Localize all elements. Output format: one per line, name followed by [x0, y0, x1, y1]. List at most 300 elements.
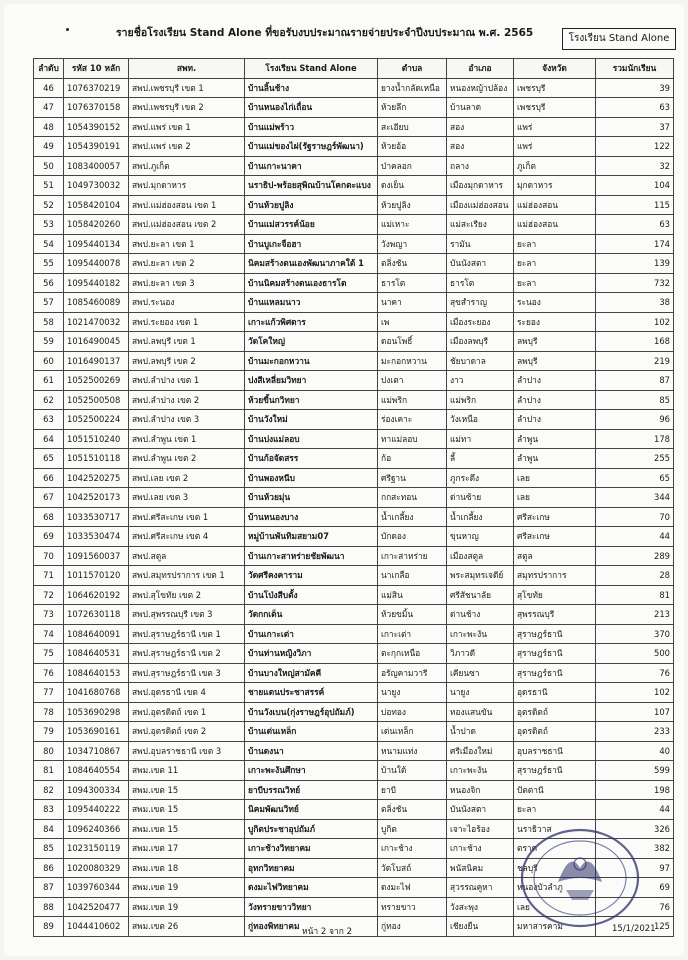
province: อุดรธานี — [514, 683, 596, 703]
subdistrict: ปงเตา — [378, 371, 447, 391]
subdistrict: ยางน้ำกลัดเหนือ — [378, 78, 447, 98]
school-code: 1011570120 — [64, 566, 129, 586]
subdistrict: ร่องเคาะ — [378, 410, 447, 430]
student-count: 255 — [596, 449, 674, 469]
province: สมุทรปราการ — [514, 566, 596, 586]
table-row — [34, 234, 674, 254]
school-code: 1064620192 — [64, 585, 129, 605]
province: อุบลราชธานี — [514, 741, 596, 761]
student-count: 370 — [596, 624, 674, 644]
district: ทองแสนขัน — [447, 702, 514, 722]
province: ลำพูน — [514, 449, 596, 469]
province: ภูเก็ต — [514, 156, 596, 176]
school-code: 1054390152 — [64, 117, 129, 137]
district: ด่านซ้าย — [447, 488, 514, 508]
district: เคียนซา — [447, 663, 514, 683]
school-name: เกาะพะงันศึกษา — [245, 761, 378, 781]
school-name: อุทกวิทยาคม — [245, 858, 378, 878]
document-title: รายชื่อโรงเรียน Stand Alone ที่ขอรับงบประมาณรายจ่ายประจำปีงบประมาณ พ.ศ. 2565 — [116, 27, 534, 39]
student-count: 115 — [596, 195, 674, 215]
school-name: บ้านวังเบน(กุ่งราษฎร์อุปถัมภ์) — [245, 702, 378, 722]
school-name: บ้านโป่งสีบตั้ง — [245, 585, 378, 605]
student-count: 81 — [596, 585, 674, 605]
school-name: หมู่บ้านพันทิมสยาม07 — [245, 527, 378, 547]
province: เพชรบุรี — [514, 98, 596, 118]
district: เชียงยืน — [447, 917, 514, 937]
district: ชัยบาดาล — [447, 351, 514, 371]
school-code: 1051510118 — [64, 449, 129, 469]
table-row — [34, 98, 674, 118]
student-count: 198 — [596, 780, 674, 800]
district: พระสมุทรเจดีย์ — [447, 566, 514, 586]
row-number: 73 — [34, 605, 64, 625]
area-office: สพป.ยะลา เขต 1 — [129, 234, 245, 254]
header-col-school: โรงเรียน Stand Alone — [245, 59, 378, 79]
row-number: 64 — [34, 429, 64, 449]
table-row — [34, 546, 674, 566]
subdistrict: เกาะช้าง — [378, 839, 447, 859]
subdistrict: กู่ทอง — [378, 917, 447, 937]
district: น้ำปาด — [447, 722, 514, 742]
school-name: นราธิป-พร้อยสุพิณบ้านโคกตะแบง — [245, 176, 378, 196]
school-name: บ้านก้อจัดสรร — [245, 449, 378, 469]
area-office: สพป.เพชรบุรี เขต 1 — [129, 78, 245, 98]
table-row — [34, 663, 674, 683]
district: เมืองมุกดาหาร — [447, 176, 514, 196]
district: วิภาวดี — [447, 644, 514, 664]
table-row — [34, 449, 674, 469]
area-office: สพป.แพร่ เขต 2 — [129, 137, 245, 157]
area-office: สพม.เขต 15 — [129, 780, 245, 800]
district: แม่ทา — [447, 429, 514, 449]
school-code: 1096240366 — [64, 819, 129, 839]
table-row — [34, 800, 674, 820]
subdistrict: ดงเย็น — [378, 176, 447, 196]
row-number: 81 — [34, 761, 64, 781]
row-number: 71 — [34, 566, 64, 586]
area-office: สพม.เขต 15 — [129, 800, 245, 820]
header-col-province: จังหวัด — [514, 59, 596, 79]
student-count: 87 — [596, 371, 674, 391]
subdistrict: ดงมะไฟ — [378, 878, 447, 898]
school-name: วัดโคใหญ่ — [245, 332, 378, 352]
province: ยะลา — [514, 234, 596, 254]
row-number: 56 — [34, 273, 64, 293]
student-count: 344 — [596, 488, 674, 508]
district: ถลาง — [447, 156, 514, 176]
subdistrict: ห้วยอ้อ — [378, 137, 447, 157]
school-name: ปงสีเหลี่ยมวิทยา — [245, 371, 378, 391]
province: สตูล — [514, 546, 596, 566]
school-code: 1083400057 — [64, 156, 129, 176]
table-row — [34, 702, 674, 722]
school-name: บ้านท่านหญิงวิภา — [245, 644, 378, 664]
page-number: หน้า 2 จาก 2 — [302, 927, 353, 937]
school-name: บ้านเกาะเต่า — [245, 624, 378, 644]
table-row — [34, 507, 674, 527]
school-name: บ้านเด่นเหล็ก — [245, 722, 378, 742]
student-count: 732 — [596, 273, 674, 293]
area-office: สพป.แม่ฮ่องสอน เขต 2 — [129, 215, 245, 235]
school-name: บ้านหนองไก่เถื่อน — [245, 98, 378, 118]
row-number: 50 — [34, 156, 64, 176]
row-number: 72 — [34, 585, 64, 605]
school-code: 1041680768 — [64, 683, 129, 703]
school-code: 1053690161 — [64, 722, 129, 742]
category-badge: โรงเรียน Stand Alone — [562, 28, 676, 50]
province: มุกดาหาร — [514, 176, 596, 196]
school-name: บ้านแม่พร้าว — [245, 117, 378, 137]
district: ขุนหาญ — [447, 527, 514, 547]
province: แม่ฮ่องสอน — [514, 195, 596, 215]
student-count: 70 — [596, 507, 674, 527]
subdistrict: นาเกลือ — [378, 566, 447, 586]
area-office: สพป.อุดรธานี เขต 4 — [129, 683, 245, 703]
subdistrict: ห้วยปูลิง — [378, 195, 447, 215]
table-row — [34, 273, 674, 293]
subdistrict: ตลิ่งชัน — [378, 800, 447, 820]
school-code: 1095440222 — [64, 800, 129, 820]
school-name: ห้วยขี้นกวิทยา — [245, 390, 378, 410]
district: หนองจิก — [447, 780, 514, 800]
row-number: 61 — [34, 371, 64, 391]
subdistrict: หนามแท่ง — [378, 741, 447, 761]
province: ศรีสะเกษ — [514, 527, 596, 547]
table-row — [34, 78, 674, 98]
school-code: 1016490137 — [64, 351, 129, 371]
subdistrict: เด่นเหล็ก — [378, 722, 447, 742]
student-count: 63 — [596, 98, 674, 118]
area-office: สพป.ลำพูน เขต 1 — [129, 429, 245, 449]
school-code: 1095440078 — [64, 254, 129, 274]
subdistrict: วังพญา — [378, 234, 447, 254]
province: สุราษฎร์ธานี — [514, 644, 596, 664]
province: อุตรดิตถ์ — [514, 702, 596, 722]
student-count: 289 — [596, 546, 674, 566]
area-office: สพป.ลำพูน เขต 2 — [129, 449, 245, 469]
student-count: 40 — [596, 741, 674, 761]
school-code: 1021470032 — [64, 312, 129, 332]
row-number: 57 — [34, 293, 64, 313]
row-number: 79 — [34, 722, 64, 742]
school-name: วัดกกเต็น — [245, 605, 378, 625]
province: สุราษฎร์ธานี — [514, 761, 596, 781]
school-name: บ้านแหลมนาว — [245, 293, 378, 313]
area-office: สพป.ลพบุรี เขต 1 — [129, 332, 245, 352]
table-row — [34, 605, 674, 625]
district: ธารโต — [447, 273, 514, 293]
header-col-code: รหัส 10 หลัก — [64, 59, 129, 79]
student-count: 233 — [596, 722, 674, 742]
student-count: 85 — [596, 390, 674, 410]
district: รามัน — [447, 234, 514, 254]
area-office: สพป.ยะลา เขต 3 — [129, 273, 245, 293]
table-row — [34, 176, 674, 196]
province: มหาสารคาม — [514, 917, 596, 937]
district: หนองหญ้าปล้อง — [447, 78, 514, 98]
subdistrict: กกสะทอน — [378, 488, 447, 508]
area-office: สพป.ยะลา เขต 2 — [129, 254, 245, 274]
table-row — [34, 332, 674, 352]
row-number: 54 — [34, 234, 64, 254]
student-count: 139 — [596, 254, 674, 274]
school-name: บ้านลิ้นช้าง — [245, 78, 378, 98]
district: เจาะไอร้อง — [447, 819, 514, 839]
row-number: 49 — [34, 137, 64, 157]
district: สอง — [447, 117, 514, 137]
table-row — [34, 722, 674, 742]
area-office: สพป.สุราษฎร์ธานี เขต 3 — [129, 663, 245, 683]
province: แม่ฮ่องสอน — [514, 215, 596, 235]
school-name: ดงมะไฟวิทยาคม — [245, 878, 378, 898]
school-name: บ้านห้วยปูลิง — [245, 195, 378, 215]
row-number: 74 — [34, 624, 64, 644]
subdistrict: ป่าคลอก — [378, 156, 447, 176]
student-count: 44 — [596, 527, 674, 547]
table-row — [34, 371, 674, 391]
province: เลย — [514, 897, 596, 917]
school-code: 1085460089 — [64, 293, 129, 313]
student-count: 28 — [596, 566, 674, 586]
school-code: 1044410602 — [64, 917, 129, 937]
province: ตราด — [514, 839, 596, 859]
school-code: 1058420260 — [64, 215, 129, 235]
district: น้ำเกลี้ยง — [447, 507, 514, 527]
area-office: สพป.แพร่ เขต 1 — [129, 117, 245, 137]
table-row — [34, 585, 674, 605]
district: เมืองลพบุรี — [447, 332, 514, 352]
area-office: สพป.ระยอง เขต 1 — [129, 312, 245, 332]
subdistrict: บ้านใต้ — [378, 761, 447, 781]
header-col-students: รวมนักเรียน — [596, 59, 674, 79]
student-count: 382 — [596, 839, 674, 859]
table-row — [34, 156, 674, 176]
district: เกาะพะงัน — [447, 761, 514, 781]
province: ชลบุรี — [514, 858, 596, 878]
district: เกาะพะงัน — [447, 624, 514, 644]
area-office: สพป.ลำปาง เขต 3 — [129, 410, 245, 430]
school-name: นิคมพัฒนวิทย์ — [245, 800, 378, 820]
row-number: 62 — [34, 390, 64, 410]
school-code: 1095440182 — [64, 273, 129, 293]
subdistrict: วัดโบสถ์ — [378, 858, 447, 878]
subdistrict: บ่อทอง — [378, 702, 447, 722]
area-office: สพป.สุพรรณบุรี เขต 3 — [129, 605, 245, 625]
area-office: สพม.เขต 19 — [129, 878, 245, 898]
school-table — [33, 58, 674, 937]
subdistrict: นาคา — [378, 293, 447, 313]
student-count: 219 — [596, 351, 674, 371]
province: ลำปาง — [514, 390, 596, 410]
school-name: เกาะช้างวิทยาคม — [245, 839, 378, 859]
row-number: 77 — [34, 683, 64, 703]
student-count: 107 — [596, 702, 674, 722]
student-count: 96 — [596, 410, 674, 430]
school-code: 1016490045 — [64, 332, 129, 352]
table-row — [34, 215, 674, 235]
row-number: 65 — [34, 449, 64, 469]
area-office: สพป.สมุทรปราการ เขต 1 — [129, 566, 245, 586]
area-office: สพป.อุตรดิตถ์ เขต 2 — [129, 722, 245, 742]
subdistrict: น้ำเกลี้ยง — [378, 507, 447, 527]
district: พนัสนิคม — [447, 858, 514, 878]
row-number: 82 — [34, 780, 64, 800]
table-row — [34, 351, 674, 371]
district: บันนังสตา — [447, 800, 514, 820]
district: แม่พริก — [447, 390, 514, 410]
district: บันนังสตา — [447, 254, 514, 274]
area-office: สพม.เขต 11 — [129, 761, 245, 781]
school-name: นิคมสร้างตนเองพัฒนาภาคใต้ 1 — [245, 254, 378, 274]
province: สุพรรณบุรี — [514, 605, 596, 625]
school-code: 1051510240 — [64, 429, 129, 449]
school-name: บูกิตประชาอุปถัมภ์ — [245, 819, 378, 839]
school-code: 1072630118 — [64, 605, 129, 625]
table-row — [34, 195, 674, 215]
school-name: ชายแดนประชาสรรค์ — [245, 683, 378, 703]
table-row — [34, 488, 674, 508]
student-count: 102 — [596, 312, 674, 332]
table-row — [34, 683, 674, 703]
student-count: 39 — [596, 78, 674, 98]
subdistrict: สะเอียบ — [378, 117, 447, 137]
subdistrict: ห้วยขมิ้น — [378, 605, 447, 625]
subdistrict: อรัญคามวารี — [378, 663, 447, 683]
district: ลี้ — [447, 449, 514, 469]
province: เพชรบุรี — [514, 78, 596, 98]
row-number: 80 — [34, 741, 64, 761]
subdistrict: ศรีฐาน — [378, 468, 447, 488]
area-office: สพป.เลย เขต 2 — [129, 468, 245, 488]
area-office: สพป.สุราษฎร์ธานี เขต 1 — [129, 624, 245, 644]
row-number: 67 — [34, 488, 64, 508]
province: แพร่ — [514, 137, 596, 157]
province: ลพบุรี — [514, 351, 596, 371]
school-code: 1052500269 — [64, 371, 129, 391]
student-count: 97 — [596, 858, 674, 878]
district: เกาะช้าง — [447, 839, 514, 859]
district: ด่านช้าง — [447, 605, 514, 625]
header-col-area-office: สพท. — [129, 59, 245, 79]
document-date: 15/1/2021 — [612, 924, 656, 934]
school-code: 1042520477 — [64, 897, 129, 917]
area-office: สพม.เขต 15 — [129, 819, 245, 839]
school-code: 1020080329 — [64, 858, 129, 878]
area-office: สพป.สตูล — [129, 546, 245, 566]
area-office: สพป.เพชรบุรี เขต 2 — [129, 98, 245, 118]
area-office: สพป.ลำปาง เขต 2 — [129, 390, 245, 410]
province: อุตรดิตถ์ — [514, 722, 596, 742]
school-name: บ้านเกาะสาหร่ายชัยพัฒนา — [245, 546, 378, 566]
school-name: วัดศรีคงคาราม — [245, 566, 378, 586]
school-code: 1084640531 — [64, 644, 129, 664]
header-col-no: ลำดับ — [34, 59, 64, 79]
row-number: 85 — [34, 839, 64, 859]
district: ศรีสัชนาลัย — [447, 585, 514, 605]
province: ลำปาง — [514, 371, 596, 391]
subdistrict: ทรายขาว — [378, 897, 447, 917]
table-row — [34, 644, 674, 664]
area-office: สพม.เขต 18 — [129, 858, 245, 878]
row-number: 89 — [34, 917, 64, 937]
province: แพร่ — [514, 117, 596, 137]
student-count: 69 — [596, 878, 674, 898]
student-count: 178 — [596, 429, 674, 449]
district: สุขสำราญ — [447, 293, 514, 313]
school-code: 1094300334 — [64, 780, 129, 800]
province: เลย — [514, 468, 596, 488]
row-number: 86 — [34, 858, 64, 878]
subdistrict: เกาะเต่า — [378, 624, 447, 644]
table-row — [34, 566, 674, 586]
province: ปัตตานี — [514, 780, 596, 800]
row-number: 76 — [34, 663, 64, 683]
table-row — [34, 624, 674, 644]
student-count: 65 — [596, 468, 674, 488]
area-office: สพป.มุกดาหาร — [129, 176, 245, 196]
area-office: สพม.เขต 17 — [129, 839, 245, 859]
school-code: 1034710867 — [64, 741, 129, 761]
school-code: 1058420104 — [64, 195, 129, 215]
school-code: 1053690298 — [64, 702, 129, 722]
school-code: 1095440134 — [64, 234, 129, 254]
table-row — [34, 137, 674, 157]
school-name: บ้านแม่ของไผ่(รัฐราษฎร์พัฒนา) — [245, 137, 378, 157]
school-name: บ้านนิคมสร้างตนเองธารโต — [245, 273, 378, 293]
student-count: 104 — [596, 176, 674, 196]
province: เลย — [514, 488, 596, 508]
province: หนองบัวลำภู — [514, 878, 596, 898]
row-number: 46 — [34, 78, 64, 98]
school-name: ยาบีบรรณวิทย์ — [245, 780, 378, 800]
subdistrict: บักดอง — [378, 527, 447, 547]
area-office: สพป.ศรีสะเกษ เขต 4 — [129, 527, 245, 547]
subdistrict: บูกิต — [378, 819, 447, 839]
school-name: บ้านมะกอกหวาน — [245, 351, 378, 371]
school-code: 1084640554 — [64, 761, 129, 781]
district: สอง — [447, 137, 514, 157]
subdistrict: ห้วยลึก — [378, 98, 447, 118]
province: สุโขทัย — [514, 585, 596, 605]
school-name: บ้านเกาะนาคา — [245, 156, 378, 176]
school-code: 1033530474 — [64, 527, 129, 547]
province: ระยอง — [514, 312, 596, 332]
subdistrict: ตะกุกเหนือ — [378, 644, 447, 664]
row-number: 63 — [34, 410, 64, 430]
province: ยะลา — [514, 254, 596, 274]
school-code: 1042520173 — [64, 488, 129, 508]
student-count: 500 — [596, 644, 674, 664]
area-office: สพป.ลพบุรี เขต 2 — [129, 351, 245, 371]
student-count: 37 — [596, 117, 674, 137]
table-body — [34, 78, 674, 936]
row-number: 47 — [34, 98, 64, 118]
subdistrict: ยาบี — [378, 780, 447, 800]
subdistrict: แม่เหาะ — [378, 215, 447, 235]
student-count: 44 — [596, 800, 674, 820]
table-row — [34, 741, 674, 761]
district: ศรีเมืองใหม่ — [447, 741, 514, 761]
school-code: 1076370158 — [64, 98, 129, 118]
school-name: บ้านพองหนีบ — [245, 468, 378, 488]
subdistrict: ตลิ่งชัน — [378, 254, 447, 274]
province: สุราษฎร์ธานี — [514, 663, 596, 683]
area-office: สพป.ภูเก็ต — [129, 156, 245, 176]
district: แม่สะเรียง — [447, 215, 514, 235]
subdistrict: เกาะสาหร่าย — [378, 546, 447, 566]
subdistrict: ดอนโพธิ์ — [378, 332, 447, 352]
school-code: 1052500224 — [64, 410, 129, 430]
